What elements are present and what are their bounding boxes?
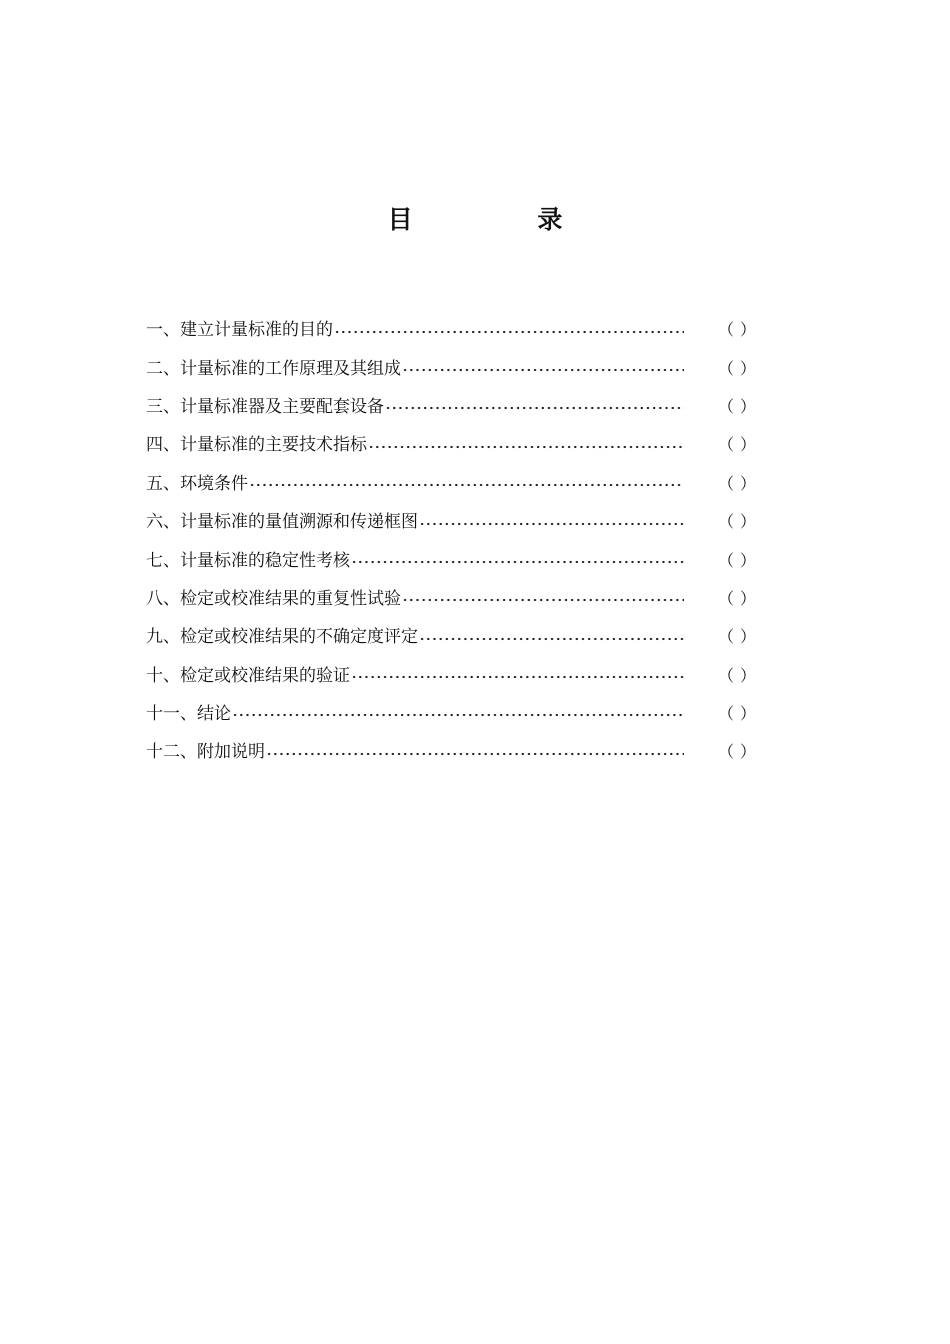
toc-list: [146, 311, 756, 772]
toc-entry-3: [146, 388, 756, 426]
toc-entry-label: 十一、结论: [146, 695, 232, 733]
page-number-placeholder: [718, 350, 756, 388]
close-paren: ）: [739, 704, 756, 724]
open-paren: （: [718, 627, 735, 647]
toc-entry-7: [146, 541, 756, 579]
dot-leader: [368, 426, 684, 464]
toc-entry-label: 五、环境条件: [146, 465, 249, 503]
toc-entry-label: 二、计量标准的工作原理及其组成: [146, 350, 402, 388]
toc-entry-11: [146, 695, 756, 733]
open-paren: （: [718, 704, 735, 724]
close-paren: ）: [739, 550, 756, 570]
page-number-placeholder: [718, 580, 756, 618]
dot-leader: [232, 695, 684, 733]
page-number-placeholder: [718, 426, 756, 464]
toc-entry-label: 四、计量标准的主要技术指标: [146, 426, 368, 464]
close-paren: ）: [739, 665, 756, 685]
toc-entry-label: 八、检定或校准结果的重复性试验: [146, 580, 402, 618]
page-number-placeholder: [718, 733, 756, 771]
open-paren: （: [718, 742, 735, 762]
open-paren: （: [718, 396, 735, 416]
toc-entry-2: [146, 349, 756, 387]
toc-entry-label: 十二、附加说明: [146, 733, 266, 771]
open-paren: （: [718, 665, 735, 685]
dot-leader: [402, 349, 684, 387]
dot-leader: [351, 541, 684, 579]
dot-leader: [385, 388, 684, 426]
dot-leader: [419, 618, 684, 656]
toc-entry-label: 七、计量标准的稳定性考核: [146, 542, 351, 580]
open-paren: （: [718, 320, 735, 340]
toc-entry-6: [146, 503, 756, 541]
close-paren: ）: [739, 320, 756, 340]
close-paren: ）: [739, 627, 756, 647]
close-paren: ）: [739, 435, 756, 455]
page-number-placeholder: [718, 465, 756, 503]
toc-entry-4: [146, 426, 756, 464]
toc-entry-10: [146, 657, 756, 695]
close-paren: ）: [739, 588, 756, 608]
open-paren: （: [718, 588, 735, 608]
dot-leader: [249, 465, 684, 503]
dot-leader: [402, 580, 684, 618]
page-number-placeholder: [718, 618, 756, 656]
toc-entry-8: [146, 580, 756, 618]
toc-entry-9: [146, 618, 756, 656]
dot-leader: [351, 657, 684, 695]
page-number-placeholder: [718, 311, 756, 349]
close-paren: ）: [739, 358, 756, 378]
toc-entry-1: [146, 311, 756, 349]
dot-leader: [334, 311, 684, 349]
open-paren: （: [718, 358, 735, 378]
page-number-placeholder: [718, 657, 756, 695]
toc-entry-label: 十、检定或校准结果的验证: [146, 657, 351, 695]
page-number-placeholder: [718, 388, 756, 426]
open-paren: （: [718, 550, 735, 570]
toc-entry-label: 三、计量标准器及主要配套设备: [146, 388, 385, 426]
close-paren: ）: [739, 742, 756, 762]
page-number-placeholder: [718, 695, 756, 733]
toc-entry-12: [146, 733, 756, 771]
close-paren: ）: [739, 512, 756, 532]
page-number-placeholder: [718, 542, 756, 580]
page-number-placeholder: [718, 503, 756, 541]
close-paren: ）: [739, 396, 756, 416]
open-paren: （: [718, 435, 735, 455]
toc-entry-label: 一、建立计量标准的目的: [146, 311, 334, 349]
toc-title: 目 录: [387, 205, 621, 234]
toc-entry-label: 六、计量标准的量值溯源和传递框图: [146, 503, 419, 541]
open-paren: （: [718, 512, 735, 532]
toc-entry-5: [146, 465, 756, 503]
dot-leader: [266, 733, 684, 771]
open-paren: （: [718, 473, 735, 493]
close-paren: ）: [739, 473, 756, 493]
dot-leader: [419, 503, 684, 541]
toc-entry-label: 九、检定或校准结果的不确定度评定: [146, 618, 419, 656]
